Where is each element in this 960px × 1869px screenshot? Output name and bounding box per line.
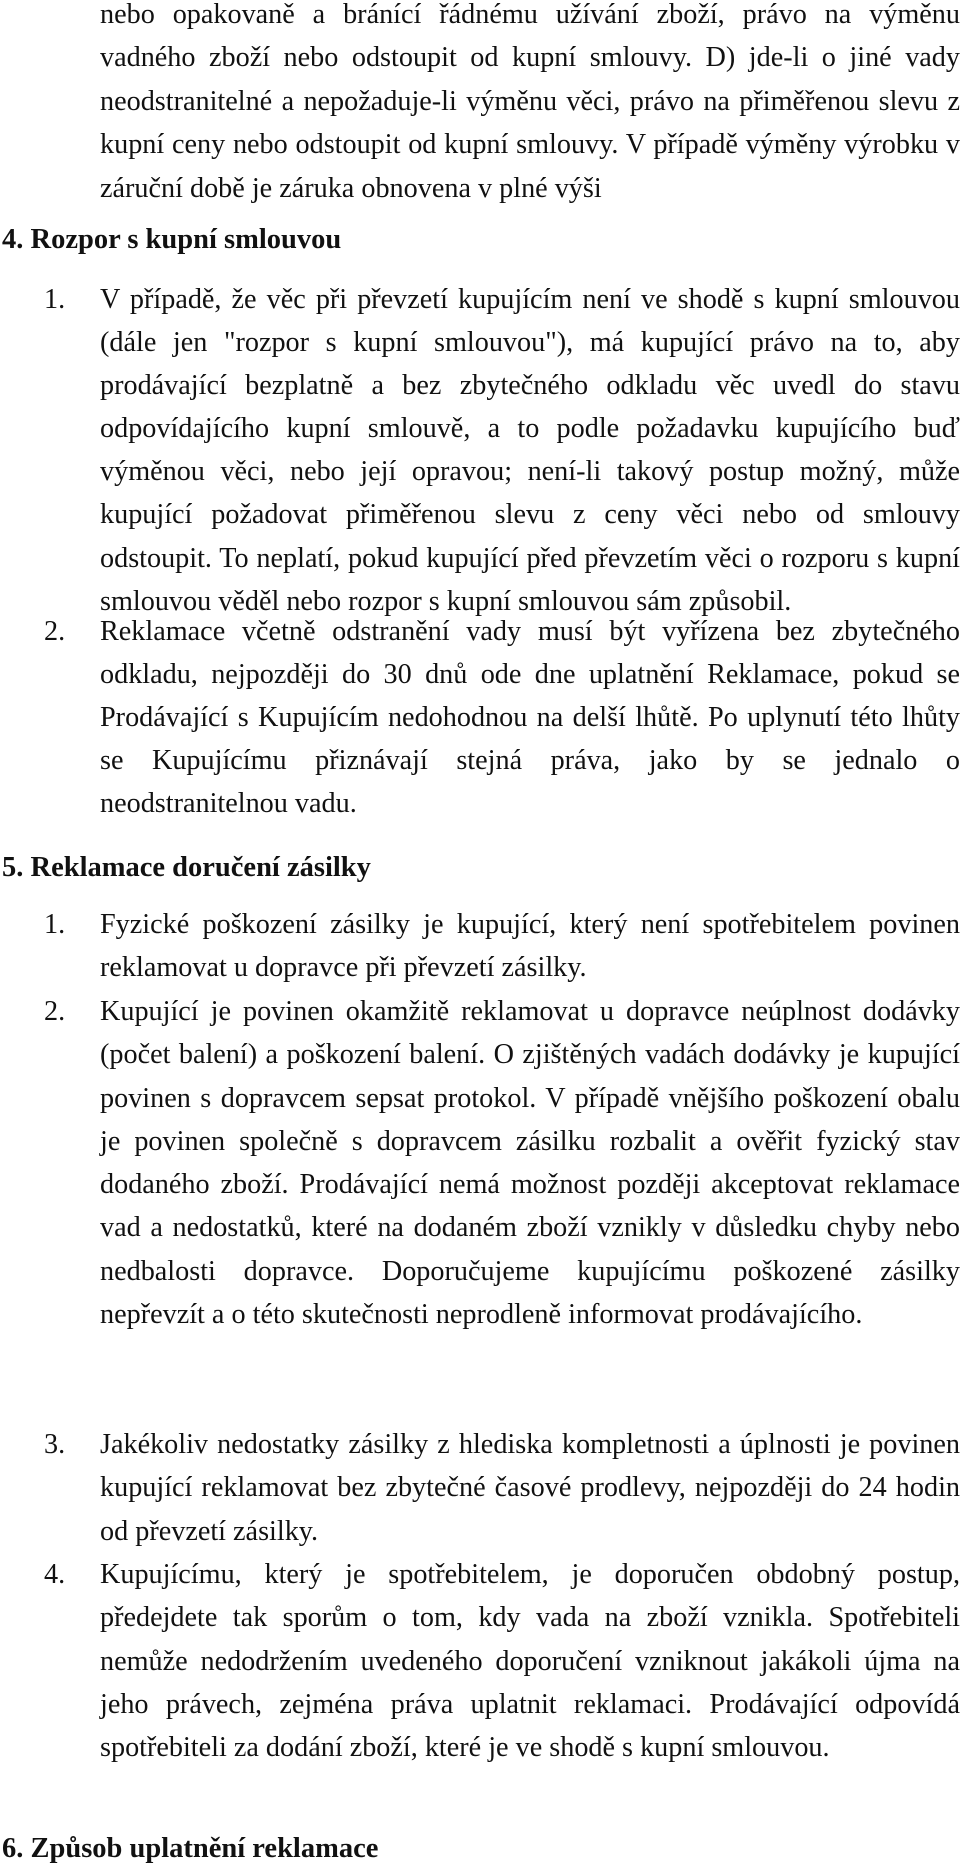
intro-paragraph: nebo opakovaně a bránící řádnému užívání zboží, právo na výměnu vadného zboží nebo odstoupit od kupní smlouvy. D) jde-li o jiné vady neodstranitelné a nepožaduje-li výměnu věci, právo na přiměřenou slevu z kupní ceny nebo odstoupit od kupní smlouvy. V případě výměny výrobku v záruční době je záruka obnovena v plné výši [100, 0, 960, 204]
list-item-text: Reklamace včetně odstranění vady musí být vyřízena bez zbytečného odkladu, nejpozději do 30 dnů ode dne uplatnění Reklamace, pokud se Prodávající s Kupujícím nedohodnou na delší lhůtě. Po uplynutí této lhůty se Kupujícímu přiznávají stejná práva, jako by se jednalo o neodstranitelnou vadu. [100, 616, 960, 820]
list-item-number: 3. [44, 1429, 66, 1460]
list-item-text: Fyzické poškození zásilky je kupující, který není spotřebitelem povinen reklamovat u dopravce při převzetí zásilky. [100, 909, 960, 984]
list-item-number: 2. [44, 996, 66, 1027]
section-6-heading: 6. Způsob uplatnění reklamace [2, 1833, 379, 1864]
list-item-text: Kupující je povinen okamžitě reklamovat u dopravce neúplnost dodávky (počet balení) a poškození balení. O zjištěných vadách dodávky je kupující povinen s dopravcem sepsat protokol. V případě vnějšího poškození obalu je povinen společně s dopravcem zásilku rozbalit a ověřit fyzický stav dodaného zboží. Prodávající nemá možnost později akceptovat reklamace vad a nedostatků, které na dodaném zboží vznikly v důsledku chyby nebo nedbalosti dopravce. Doporučujeme kupujícímu poškozené zásilky nepřevzít a o této skutečnosti neprodleně informovat prodávajícího. [100, 996, 960, 1331]
list-item-number: 1. [44, 284, 66, 315]
section-5-heading: 5. Reklamace doručení zásilky [2, 852, 371, 883]
list-item-number: 4. [44, 1559, 66, 1590]
section-4-heading: 4. Rozpor s kupní smlouvou [2, 224, 342, 255]
list-item-number: 1. [44, 909, 66, 940]
list-item-number: 2. [44, 616, 66, 647]
list-item-text: V případě, že věc při převzetí kupujícím není ve shodě s kupní smlouvou (dále jen "rozpor s kupní smlouvou"), má kupující právo na to, aby prodávající bezplatně a bez zbytečného odkladu věc uvedl do stavu odpovídajícího kupní smlouvě, a to podle požadavku kupujícího buď výměnou věci, nebo její opravou; není-li takový postup možný, může kupující požadovat přiměřenou slevu z ceny věci nebo od smlouvy odstoupit. To neplatí, pokud kupující před převzetím věci o rozporu s kupní smlouvou věděl nebo rozpor s kupní smlouvou sám způsobil. [100, 284, 960, 617]
list-item-text: Jakékoliv nedostatky zásilky z hlediska kompletnosti a úplnosti je povinen kupující reklamovat bez zbytečné časové prodlevy, nejpozději do 24 hodin od převzetí zásilky. [100, 1429, 960, 1547]
list-item-text: Kupujícímu, který je spotřebitelem, je doporučen obdobný postup, předejdete tak sporům o tom, kdy vada na zboží vznikla. Spotřebiteli nemůže nedodržením uvedeného doporučení vzniknout jakákoli újma na jeho právech, zejména práva uplatnit reklamaci. Prodávající odpovídá spotřebiteli za dodání zboží, které je ve shodě s kupní smlouvou. [100, 1559, 960, 1764]
